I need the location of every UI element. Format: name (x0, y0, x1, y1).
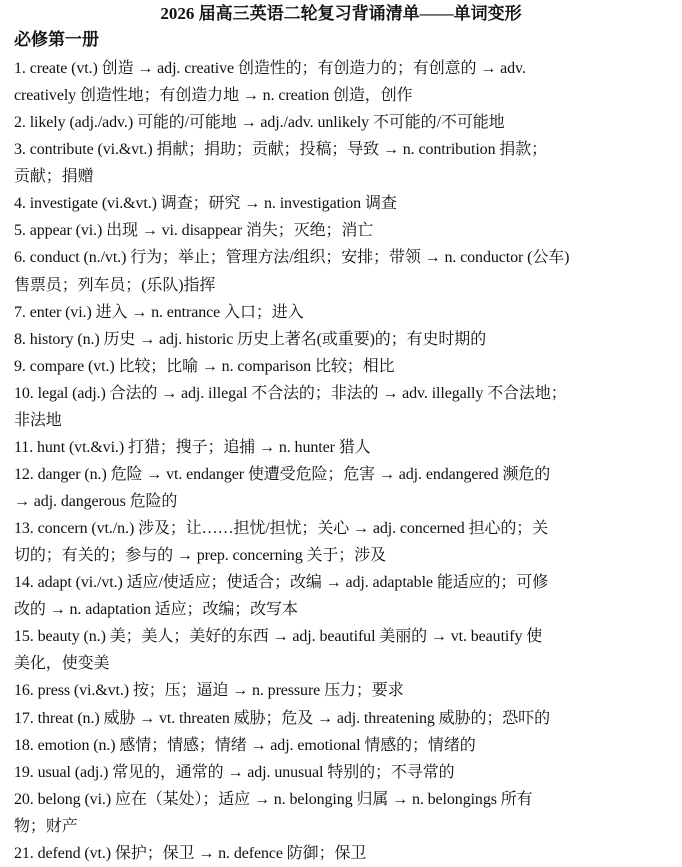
entry-line: 物；财产 (14, 817, 78, 835)
vocabulary-entry (14, 217, 678, 244)
entry-line: 美化，使变美 (14, 655, 110, 673)
entry-line: 19. usual (adj.) 常见的，通常的 → adj. unusual 特别的；不寻常的 (14, 763, 455, 781)
entry-line: 21. defend (vt.) 保护；保卫 → n. defence 防御；保卫 (14, 844, 367, 862)
document-title: 2026 届高三英语二轮复习背诵清单——单词变形 (160, 4, 522, 23)
vocabulary-entry (14, 515, 678, 569)
entry-line: 11. hunt (vt.&vi.) 打猎；搜子；追捕 → n. hunter 猎人 (14, 438, 371, 456)
vocabulary-entry (14, 244, 678, 298)
vocabulary-entry (14, 353, 678, 380)
vocabulary-entry (14, 786, 678, 840)
entry-line: 15. beauty (n.) 美；美人；美好的东西 → adj. beautiful 美丽的 → vt. beautify 使 (14, 628, 543, 646)
vocabulary-entry (14, 623, 678, 677)
entry-line: 20. belong (vi.) 应在（某处）；适应 → n. belonging 归属 → n. belongings 所有 (14, 790, 533, 808)
vocabulary-entry (14, 732, 678, 759)
vocabulary-entry (14, 326, 678, 353)
entry-line: 1. create (vt.) 创造 → adj. creative 创造性的；有创造力的；有创意的 → adv. (14, 60, 526, 77)
entry-line: 非法地 (14, 411, 62, 429)
entry-line: 3. contribute (vi.&vt.) 捐献；捐助；贡献；投稿；导致 → n. contribution 捐款； (14, 141, 548, 159)
vocabulary-entry (14, 109, 678, 136)
entry-line: 14. adapt (vi./vt.) 适应/使适应；使适合；改编 → adj. adaptable 能适应的；可修 (14, 574, 549, 592)
entry-line: creatively 创造性地；有创造力地 → n. creation 创造，创作 (14, 87, 413, 105)
vocabulary-list (14, 55, 678, 867)
vocabulary-entry (14, 705, 678, 732)
entry-line: 改的 → n. adaptation 适应；改编；改写本 (14, 601, 298, 619)
entry-line: 10. legal (adj.) 合法的 → adj. illegal 不合法的；非法的 → adv. illegally 不合法地； (14, 384, 567, 402)
vocabulary-entry (14, 434, 678, 461)
entry-line: 贡献；捐赠 (14, 168, 94, 186)
entry-line: 12. danger (n.) 危险 → vt. endanger 使遭受危险；危害 → adj. endangered 濒危的 (14, 465, 551, 483)
vocabulary-entry (14, 677, 678, 704)
vocabulary-entry (14, 136, 678, 190)
entry-line: 7. enter (vi.) 进入 → n. entrance 入口；进入 (14, 303, 304, 321)
vocabulary-entry (14, 190, 678, 217)
section-heading: 必修第一册 (14, 30, 99, 49)
entry-line: 5. appear (vi.) 出现 → vi. disappear 消失；灭绝；消亡 (14, 222, 374, 240)
entry-line: 8. history (n.) 历史 → adj. historic 历史上著名(或重要)的；有史时期的 (14, 330, 487, 348)
vocabulary-entry (14, 840, 678, 867)
entry-line: 18. emotion (n.) 感情；情感；情绪 → adj. emotional 情感的；情绪的 (14, 736, 476, 754)
entry-line: 售票员；列车员；(乐队)指挥 (14, 276, 216, 294)
entry-line: 6. conduct (n./vt.) 行为；举止；管理方法/组织；安排；带领 → n. conductor (公车) (14, 249, 570, 267)
entry-line: 16. press (vi.&vt.) 按；压；逼迫 → n. pressure 压力；要求 (14, 682, 404, 700)
entry-line: → adj. dangerous 危险的 (14, 493, 178, 510)
entry-line: 4. investigate (vi.&vt.) 调查；研究 → n. investigation 调查 (14, 195, 397, 213)
entry-line: 9. compare (vt.) 比较；比喻 → n. comparison 比较；相比 (14, 357, 395, 375)
entry-line: 13. concern (vt./n.) 涉及；让……担忧/担忧；关心 → adj. concerned 担心的；关 (14, 520, 549, 538)
vocabulary-entry (14, 569, 678, 623)
vocabulary-entry (14, 461, 678, 515)
vocabulary-entry (14, 55, 678, 109)
vocabulary-entry (14, 380, 678, 434)
vocabulary-entry (14, 299, 678, 326)
entry-line: 2. likely (adj./adv.) 可能的/可能地 → adj./adv. unlikely 不可能的/不可能地 (14, 114, 505, 132)
entry-line: 17. threat (n.) 威胁 → vt. threaten 威胁；危及 → adj. threatening 威胁的；恐吓的 (14, 709, 550, 727)
entry-line: 切的；有关的；参与的 → prep. concerning 关于；涉及 (14, 547, 387, 565)
vocabulary-entry (14, 759, 678, 786)
